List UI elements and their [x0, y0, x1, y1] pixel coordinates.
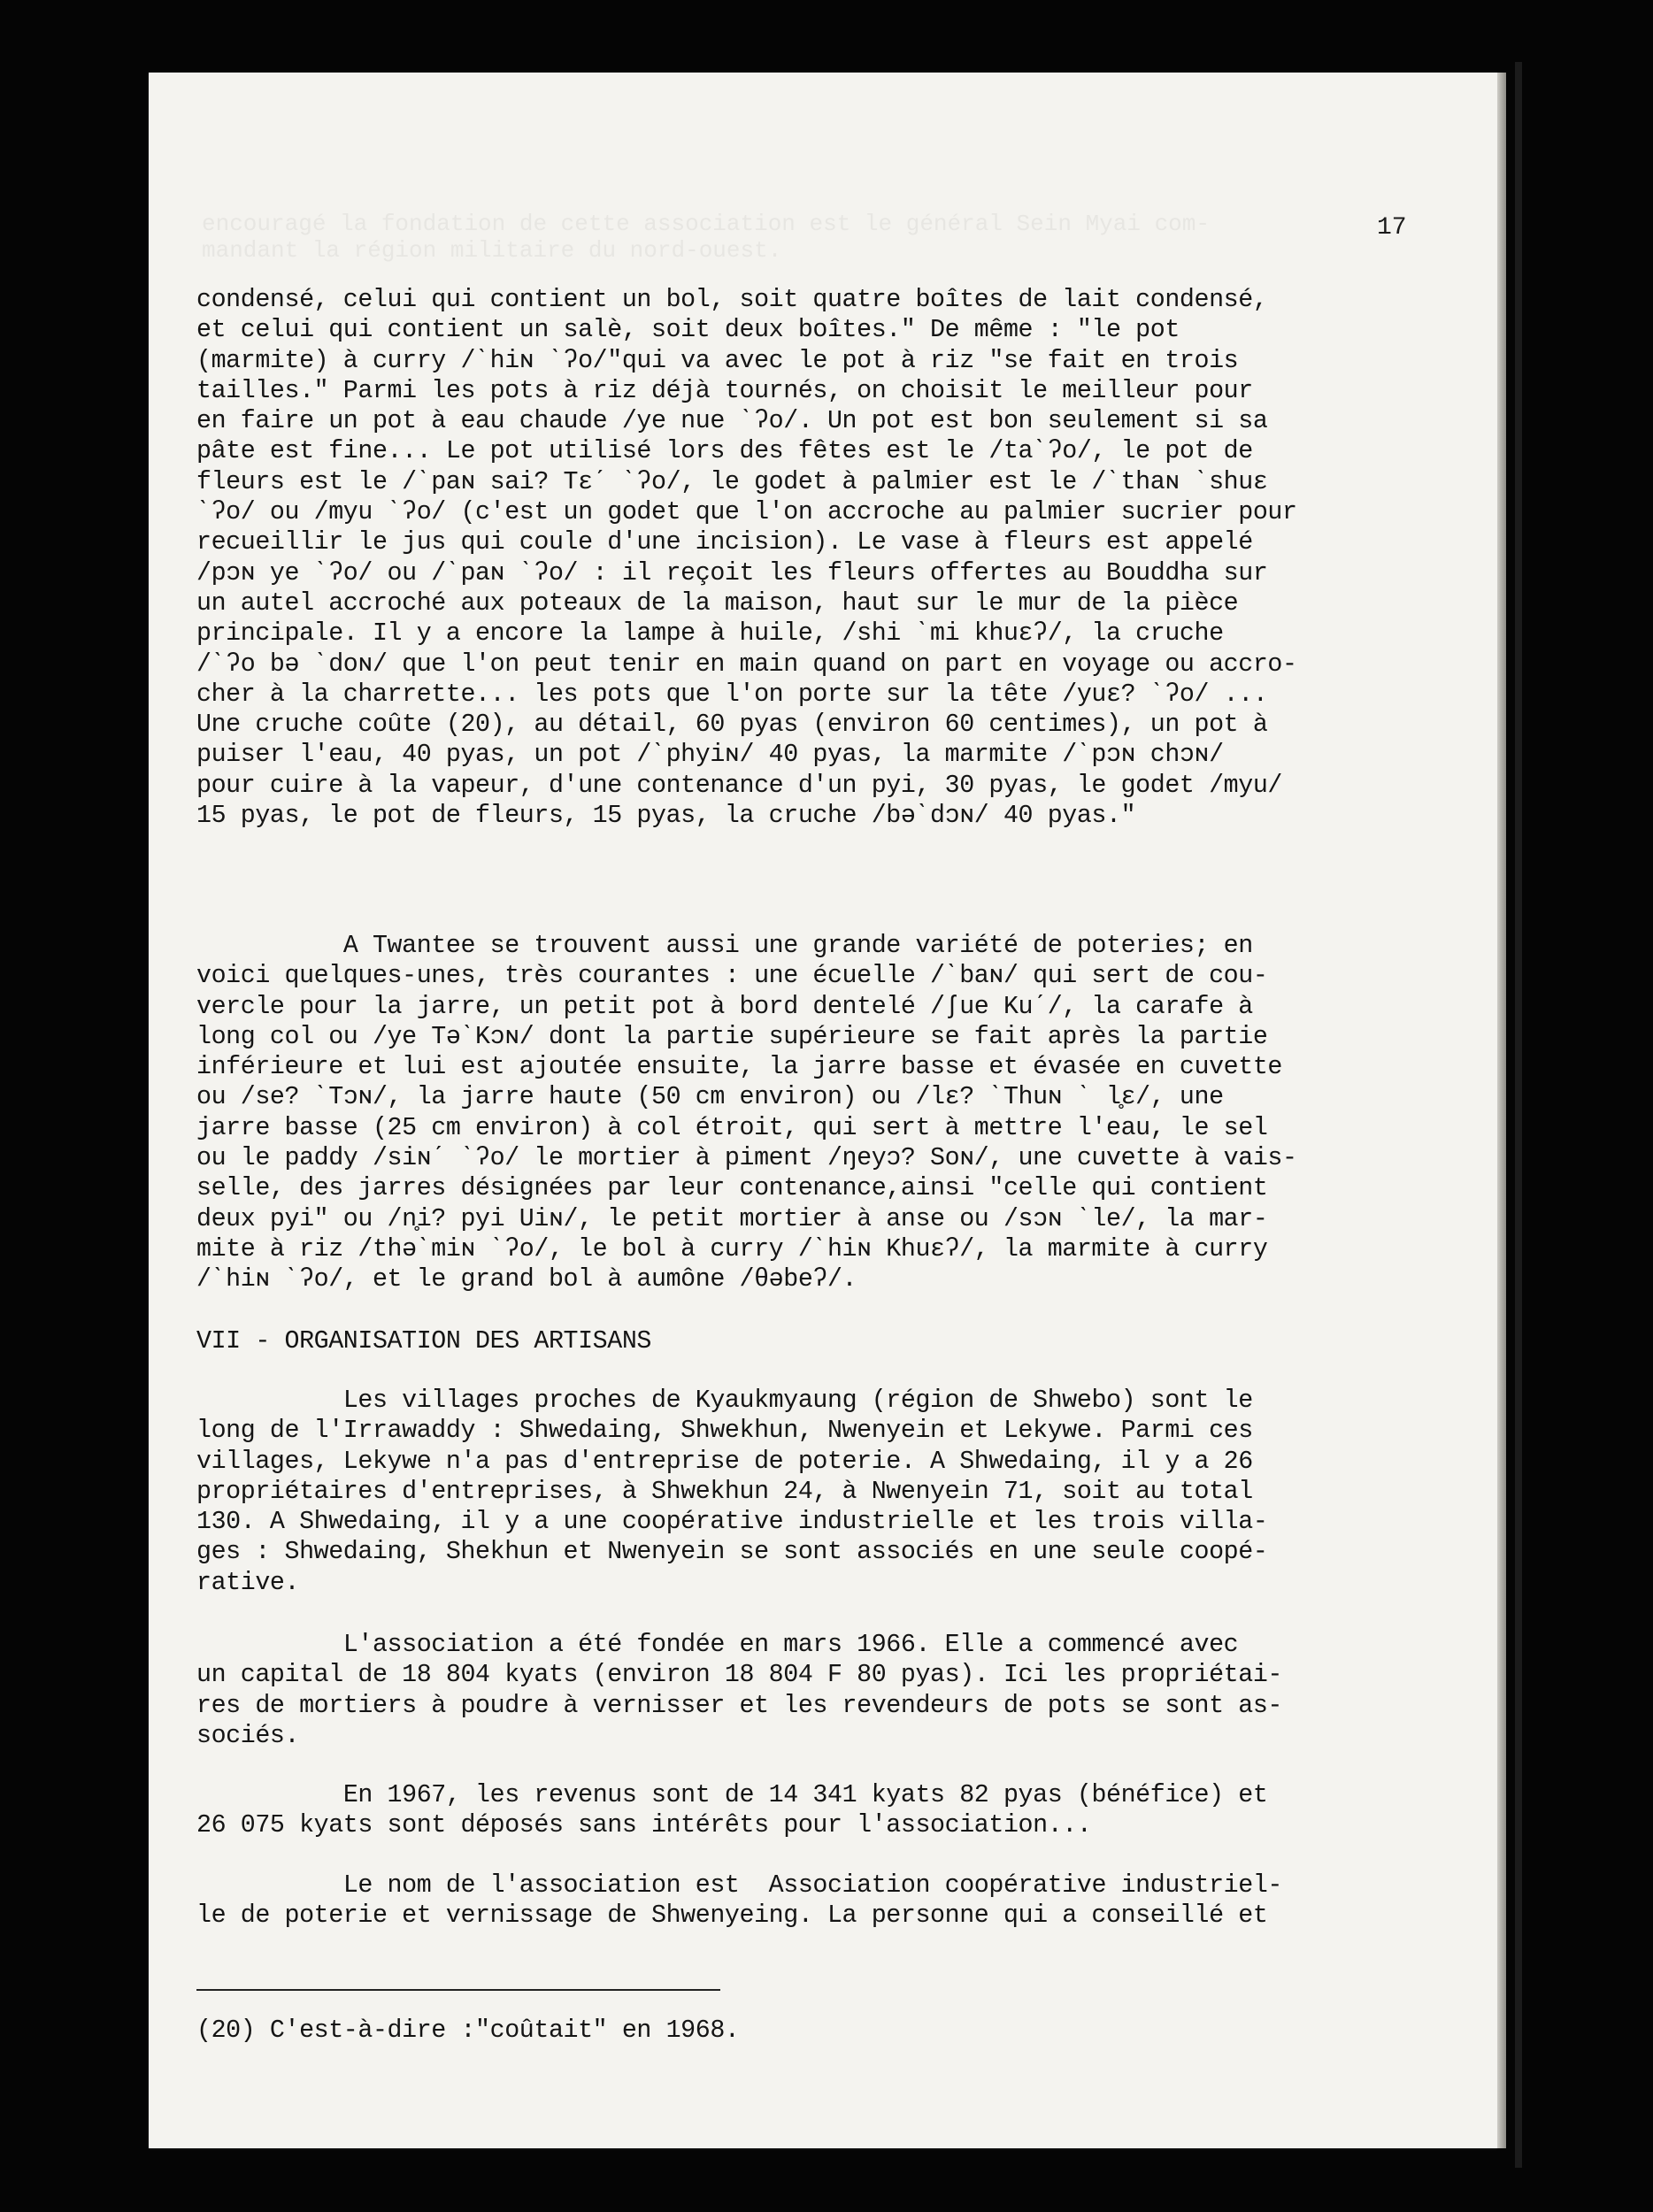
- bleed-through-text: encouragé la fondation de cette association est le général Sein Myai com- mandant la région militaire du nord-ouest.: [202, 211, 1210, 264]
- paragraph-association-name: Le nom de l'association est Association coopérative industriel- le de poterie et vernissage de Shwenyeing. La personne qui a conseillé et: [196, 1871, 1282, 1931]
- paragraph-revenues: En 1967, les revenus sont de 14 341 kyats 82 pyas (bénéfice) et 26 075 kyats sont déposés sans intérêts pour l'association...: [196, 1781, 1268, 1840]
- footnote: (20) C'est-à-dire :"coûtait" en 1968.: [196, 2016, 740, 2045]
- paragraph-twantee: A Twantee se trouvent aussi une grande variété de poteries; en voici quelques-unes, très courantes : une écuelle /ˋbaɴ/ qui sert de cou- vercle pour la jarre, un petit pot à bord dentelé /ʃue Kuˊ/, la carafe à long col ou /ye TəˋKɔɴ/ dont la partie supérieure se fait après la partie inférieure et lui est ajoutée ensuite, la jarre basse et évasée en cuvette ou /se? ˋTɔɴ/, la jarre haute (50 cm environ) ou /lɛ? ˋThuɴ ˋ l̥ɛ/, une jarre basse (25 cm environ) à col étroit, qui sert à mettre l'eau, le sel ou le paddy /siɴˊ ˋʔo/ le mortier à piment /ŋeyɔ? Soɴ/, une cuvette à vais- selle, des jarres désignées par leur contenance,ainsi "celle qui contient deux pyi" ou /n̥i? pyi Uiɴ/, le petit mortier à anse ou /sɔɴ ˋle/, la mar- mite à riz /thəˋmiɴ ˋʔo/, le bol à curry /ˋhiɴ Khuɛʔ/, la marmite à curry /ˋhiɴ ˋʔo/, et le grand bol à aumône /θəbeʔ/.: [196, 932, 1297, 1294]
- paragraph-association-founded: L'association a été fondée en mars 1966. Elle a commencé avec un capital de 18 804 kyats (environ 18 804 F 80 pyas). Ici les propriétai- res de mortiers à poudre à vernisser et les revendeurs de pots se sont as- sociés.: [196, 1631, 1282, 1750]
- binding-spine: [1515, 62, 1522, 2168]
- paragraph-pottery-types: condensé, celui qui contient un bol, soit quatre boîtes de lait condensé, et celui qui contient un salè, soit deux boîtes." De même : "le pot (marmite) à curry /ˋhiɴ ˋʔo/"qui va avec le pot à riz "se fait en trois tailles." Parmi les pots à riz déjà tournés, on choisit le meilleur pour en faire un pot à eau chaude /ye nue ˋʔo/. Un pot est bon seulement si sa pâte est fine... Le pot utilisé lors des fêtes est le /taˋʔo/, le pot de fleurs est le /ˋpaɴ sai? Tɛˊ ˋʔo/, le godet à palmier est le /ˋthaɴ ˋshuɛ ˋʔo/ ou /myu ˋʔo/ (c'est un godet que l'on accroche au palmier sucrier pour recueillir le jus qui coule d'une incision). Le vase à fleurs est appelé /pɔɴ ye ˋʔo/ ou /ˋpaɴ ˋʔo/ : il reçoit les fleurs offertes au Bouddha sur un autel accroché aux poteaux de la maison, haut sur le mur de la pièce principale. Il y a encore la lampe à huile, /shi ˋmi khuɛʔ/, la cruche /ˋʔo bə ˋdoɴ/ que l'on peut tenir en main quand on part en voyage ou accro- cher à la charrette... les pots que l'on porte sur la tête /yuɛ? ˋʔo/ ... Une cruche coûte (20), au détail, 60 pyas (environ 60 centimes), un pot à puiser l'eau, 40 pyas, un pot /ˋphyiɴ/ 40 pyas, la marmite /ˋpɔɴ chɔɴ/ pour cuire à la vapeur, d'une contenance d'un pyi, 30 pyas, le godet /myu/ 15 pyas, le pot de fleurs, 15 pyas, la cruche /bəˋdɔɴ/ 40 pyas.": [196, 286, 1297, 831]
- page-edge: [1497, 73, 1506, 2148]
- section-heading: VII - ORGANISATION DES ARTISANS: [196, 1327, 652, 1356]
- paragraph-villages: Les villages proches de Kyaukmyaung (région de Shwebo) sont le long de l'Irrawaddy : Shwedaing, Shwekhun, Nwenyein et Lekywe. Parmi ces villages, Lekywe n'a pas d'entreprise de poterie. A Shwedaing, il y a 26 propriétaires d'entreprises, à Shwekhun 24, à Nwenyein 71, soit au total 130. A Shwedaing, il y a une coopérative industrielle et les trois villa- ges : Shwedaing, Shekhun et Nwenyein se sont associés en une seule coopé- rative.: [196, 1386, 1268, 1597]
- footnote-divider: [196, 1989, 720, 1991]
- document-page: [149, 73, 1497, 2148]
- page-number: 17: [1377, 214, 1407, 242]
